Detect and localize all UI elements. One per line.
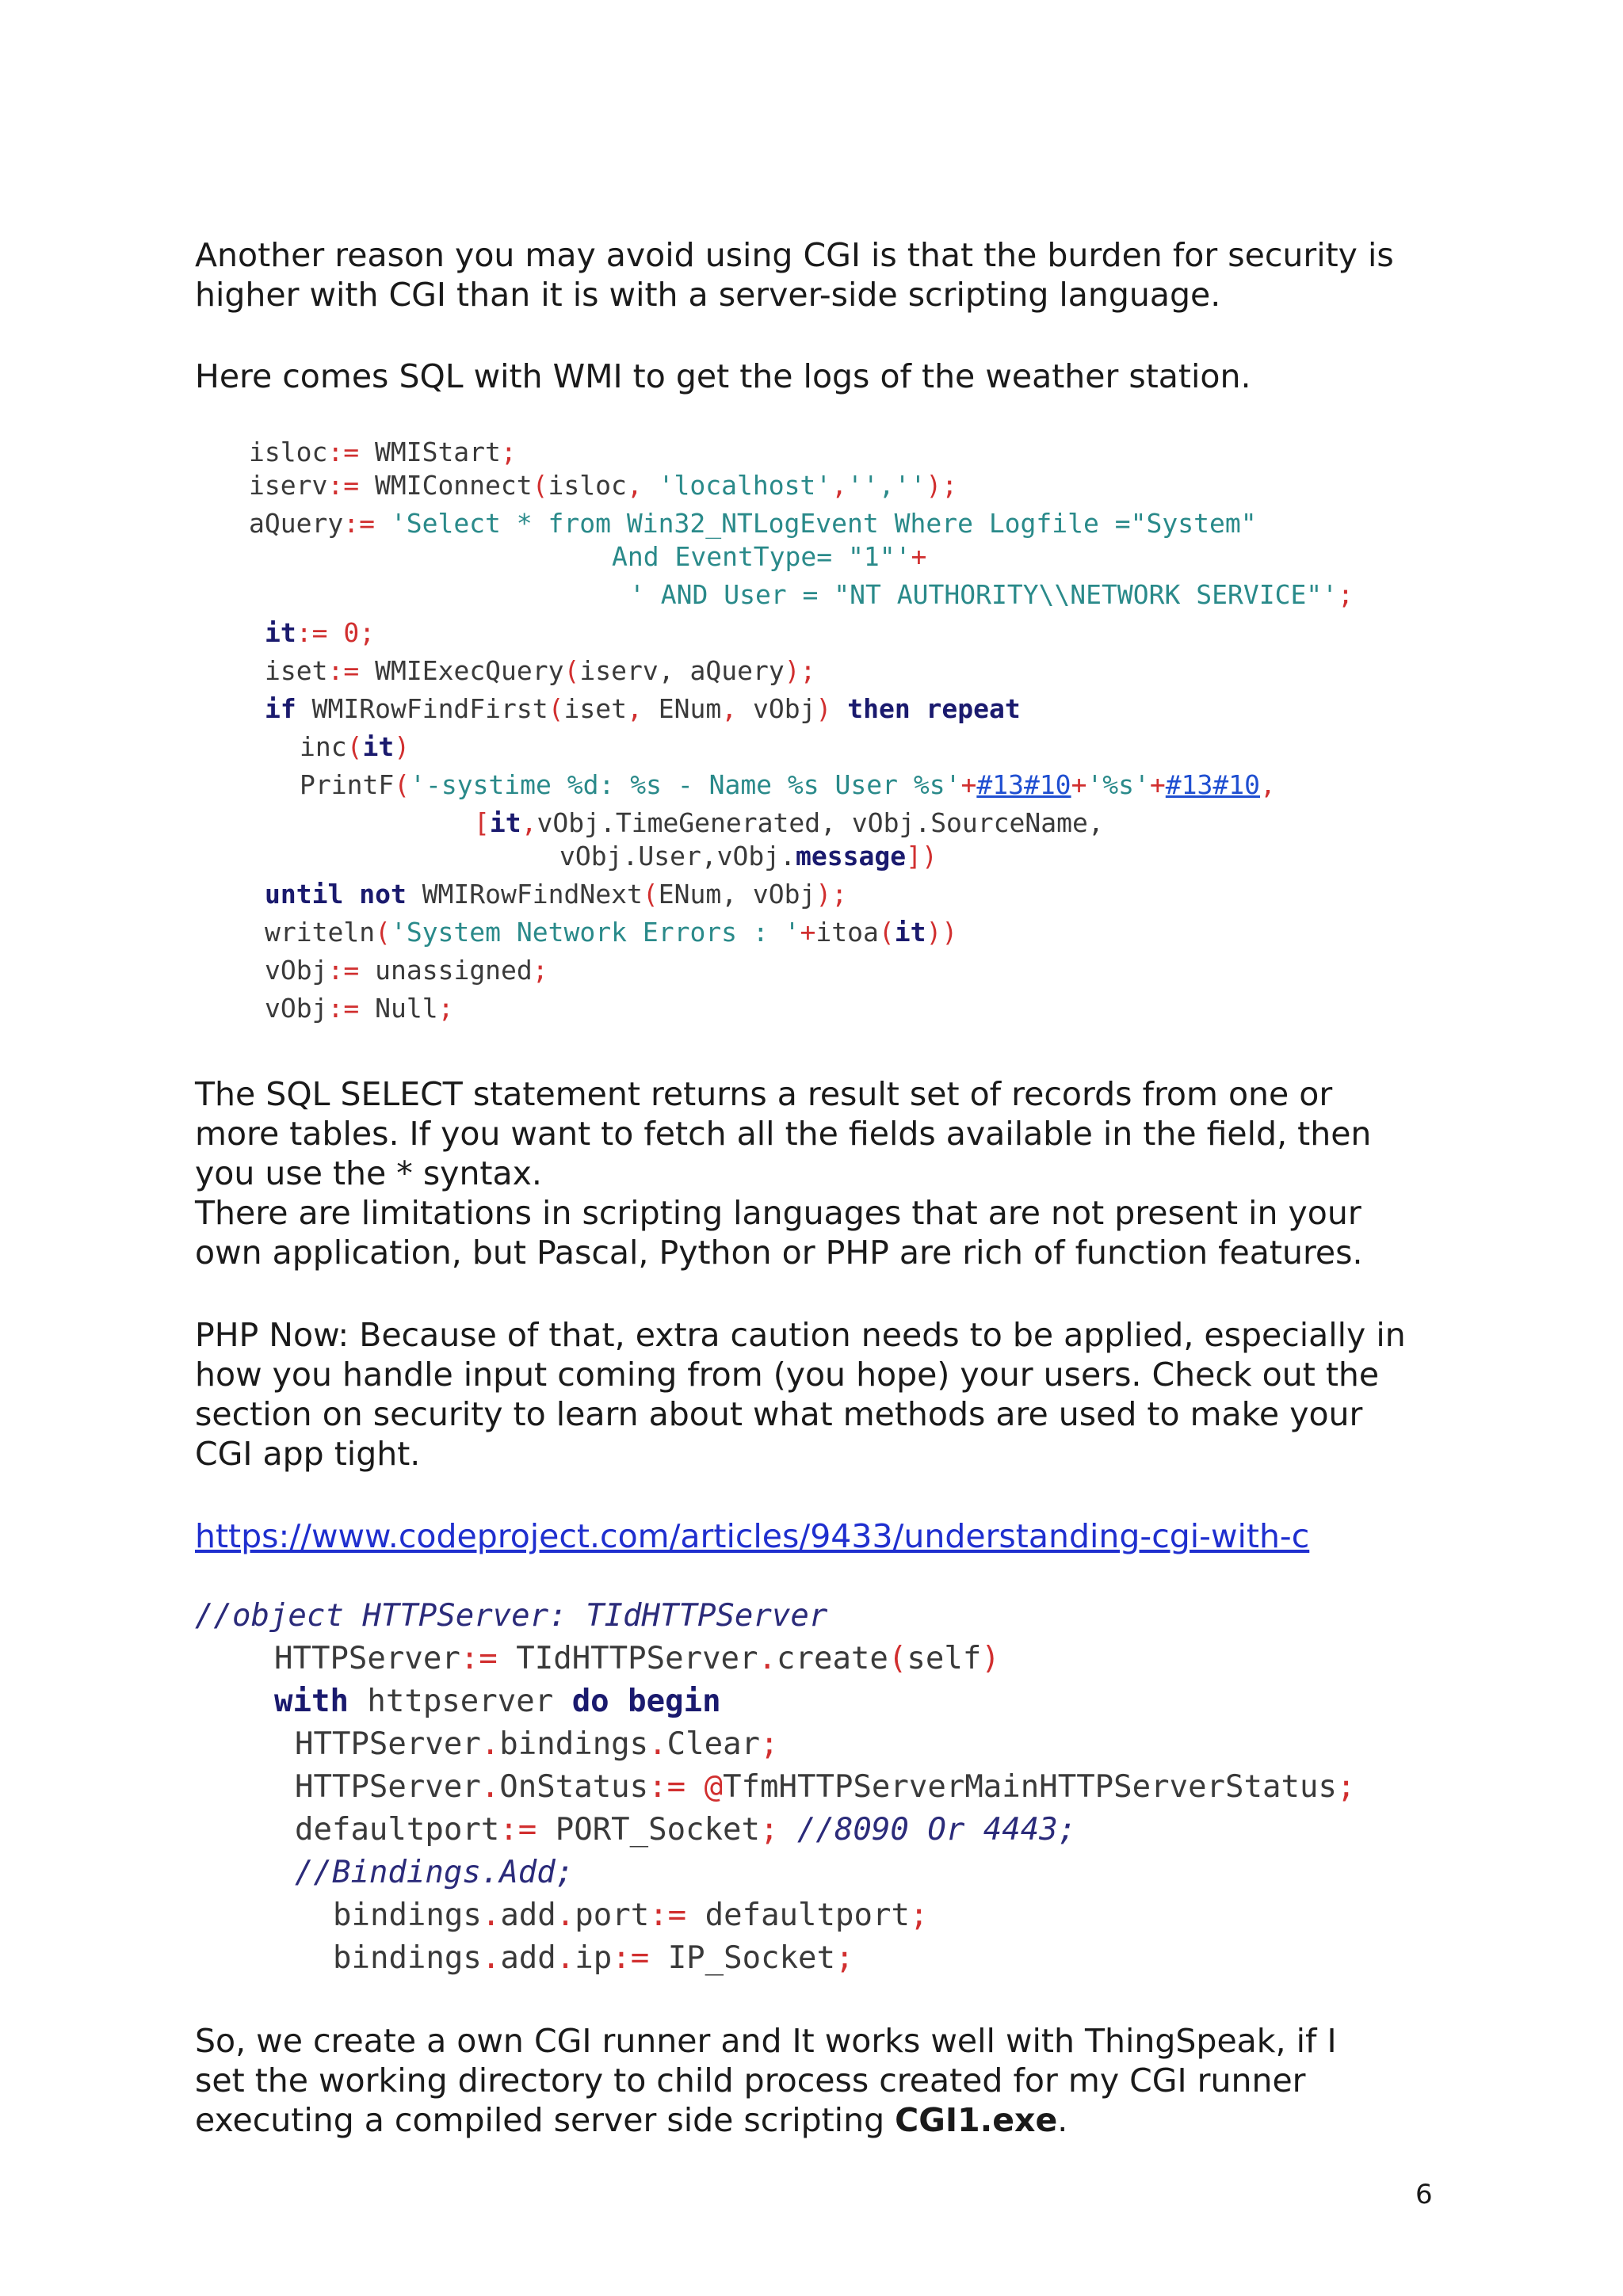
- code-line: HTTPServer.bindings.Clear;: [295, 1726, 779, 1762]
- code-line: And EventType= "1"'+: [612, 541, 927, 572]
- char-code-link[interactable]: #13#10: [976, 769, 1071, 800]
- exe-name: CGI1.exe: [895, 2101, 1058, 2139]
- closing-paragraph: [195, 2021, 1463, 2140]
- closing-line-1: So, we create a own CGI runner and It works well with ThingSpeak, if I: [195, 2022, 1337, 2060]
- closing-line-2: set the working directory to child process created for my CGI runner: [195, 2061, 1306, 2100]
- code-line: vObj.User,vObj.message]): [559, 841, 938, 871]
- select-paragraph: [195, 1074, 1463, 1272]
- select-line-2: more tables. If you want to fetch all the fields available in the field, then: [195, 1115, 1372, 1153]
- code-line: bindings.add.port:= defaultport;: [333, 1897, 929, 1933]
- code-line: it:= 0;: [265, 617, 376, 648]
- char-code-link[interactable]: #13#10: [1165, 769, 1261, 800]
- php-line-4: CGI app tight.: [195, 1435, 421, 1473]
- code-line: inc(it): [300, 731, 411, 762]
- select-line-4: There are limitations in scripting languages that are not present in your: [195, 1194, 1361, 1232]
- code-line: until not WMIRowFindNext(ENum, vObj);: [265, 879, 848, 910]
- code-line: bindings.add.ip:= IP_Socket;: [333, 1940, 854, 1976]
- code-comment: //object HTTPServer: TIdHTTPServer: [195, 1598, 828, 1634]
- intro-line-2: higher with CGI than it is with a server-side scripting language.: [195, 276, 1221, 314]
- link-line: [195, 1516, 1463, 1556]
- select-line-5: own application, but Pascal, Python or PHP are rich of function features.: [195, 1234, 1363, 1272]
- code-line: HTTPServer:= TIdHTTPServer.create(self): [274, 1641, 1000, 1676]
- codeproject-link[interactable]: https://www.codeproject.com/articles/9433/understanding-cgi-with-c: [195, 1517, 1310, 1555]
- sql-intro: Here comes SQL with WMI to get the logs of the weather station.: [195, 357, 1251, 395]
- code-line: HTTPServer.OnStatus:= @TfmHTTPServerMainHTTPServerStatus;: [295, 1769, 1356, 1805]
- code-line: iserv:= WMIConnect(isloc, 'localhost','','');: [249, 470, 958, 501]
- code-line: PrintF('-systime %d: %s - Name %s User %s'+#13#10+'%s'+#13#10,: [300, 769, 1276, 800]
- closing-period: .: [1057, 2101, 1068, 2139]
- intro-paragraph: [195, 235, 1463, 315]
- php-line-3: section on security to learn about what methods are used to make your: [195, 1395, 1363, 1433]
- code-line: ' AND User = "NT AUTHORITY\\NETWORK SERVICE"';: [629, 579, 1354, 610]
- code-line: if WMIRowFindFirst(iset, ENum, vObj) then repeat: [265, 693, 1021, 724]
- code-line: with httpserver do begin: [274, 1684, 721, 1719]
- intro-line-1: Another reason you may avoid using CGI is that the burden for security is: [195, 236, 1394, 274]
- code-line: vObj:= unassigned;: [265, 955, 548, 986]
- code-line: aQuery:= 'Select * from Win32_NTLogEvent Where Logfile ="System": [249, 508, 1257, 539]
- code-line: writeln('System Network Errors : '+itoa(it)): [265, 917, 958, 948]
- php-line-1: PHP Now: Because of that, extra caution needs to be applied, especially in: [195, 1316, 1406, 1354]
- code-line: iset:= WMIExecQuery(iserv, aQuery);: [265, 655, 816, 686]
- code-comment: //Bindings.Add;: [295, 1855, 575, 1890]
- php-line-2: how you handle input coming from (you hope) your users. Check out the: [195, 1356, 1380, 1394]
- select-line-3: you use the * syntax.: [195, 1154, 542, 1192]
- code-line: isloc:= WMIStart;: [249, 437, 517, 467]
- select-line-1: The SQL SELECT statement returns a result set of records from one or: [195, 1075, 1333, 1113]
- code-line: defaultport:= PORT_Socket; //8090 Or 4443;: [295, 1812, 1077, 1848]
- page-number: 6: [1415, 2179, 1433, 2210]
- closing-line-3: executing a compiled server side scripting: [195, 2101, 896, 2139]
- code-line: [it,vObj.TimeGenerated, vObj.SourceName,: [474, 807, 1104, 838]
- php-paragraph: [195, 1315, 1463, 1474]
- code-line: vObj:= Null;: [265, 993, 454, 1024]
